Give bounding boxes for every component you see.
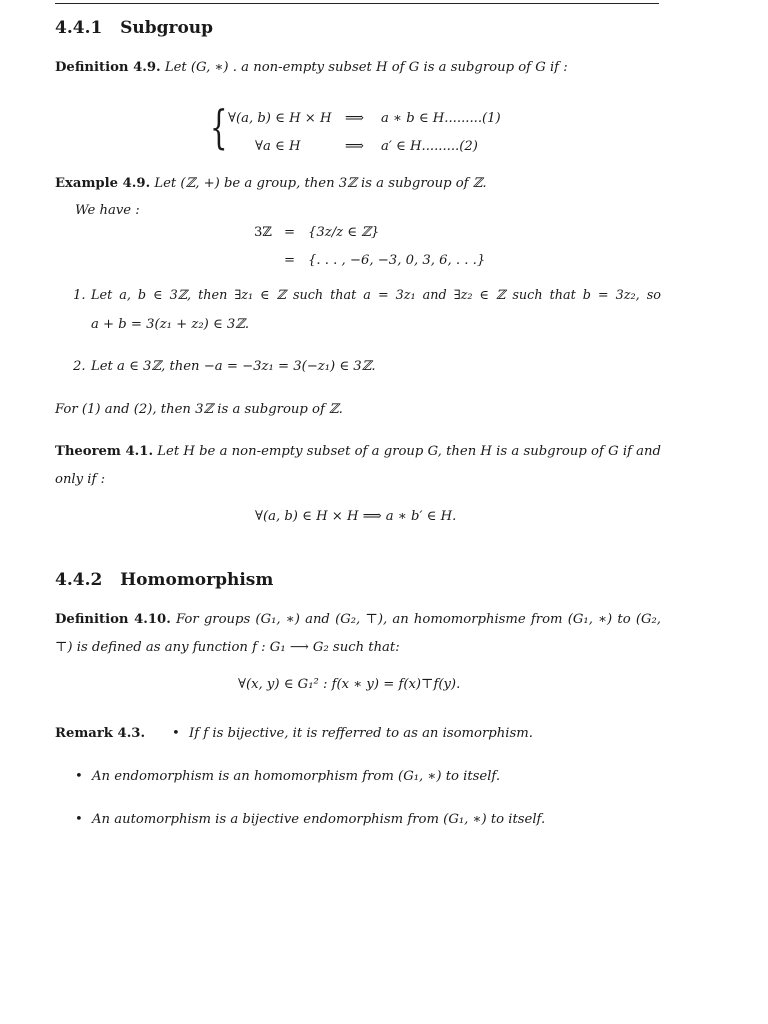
definition-4-9	[55, 54, 665, 82]
homomorphism-formula: ∀(x, y) ∈ G₁² : f(x ∗ y) = f(x)⊤f(y).	[238, 677, 461, 692]
example-4-9	[55, 170, 665, 198]
definition-4-10	[55, 606, 661, 662]
list-item-2-text: Let a ∈ 3ℤ, then −a = −3z₁ = 3(−z₁) ∈ 3ℤ.	[91, 359, 376, 374]
eq1-sign: =	[284, 225, 296, 240]
section-number: 4.4.1	[55, 18, 103, 38]
example-text: Let (ℤ, +) be a group, then 3ℤ is a subgroup of ℤ.	[154, 176, 487, 191]
remark-item-2: An endomorphism is an homomorphism from (G₁, ∗) to itself.	[92, 769, 501, 784]
list-item-2-number: 2.	[73, 359, 86, 374]
section-number: 4.4.2	[55, 570, 103, 590]
example-label: Example 4.9.	[55, 176, 151, 191]
top-rule	[55, 3, 659, 4]
case1-right: a ∗ b ∈ H.........(1)	[381, 111, 501, 126]
theorem-4-1	[55, 438, 661, 494]
example-conclusion: For (1) and (2), then 3ℤ is a subgroup of ℤ.	[55, 402, 343, 417]
theorem-label: Theorem 4.1.	[55, 444, 154, 459]
case1-left: ∀(a, b) ∈ H × H	[228, 111, 332, 126]
bullet: •	[75, 769, 83, 784]
remark-item-1: If f is bijective, it is refferred to as an isomorphism.	[189, 726, 533, 741]
definition-label: Definition 4.9.	[55, 60, 161, 75]
theorem-formula: ∀(a, b) ∈ H × H ⟹ a ∗ b′ ∈ H.	[255, 509, 457, 524]
bullet: •	[172, 726, 180, 741]
case2-right: a′ ∈ H.........(2)	[381, 139, 478, 154]
eq1-left: 3ℤ	[254, 225, 273, 240]
remark-item-3: An automorphism is a bijective endomorphism from (G₁, ∗) to itself.	[92, 812, 546, 827]
list-item-1-line1: Let a, b ∈ 3ℤ, then ∃z₁ ∈ ℤ such that a = 3z₁ and ∃z₂ ∈ ℤ such that b = 3z₂, so	[91, 288, 661, 303]
definition-text: For groups (G₁, ∗) and (G₂, ⊤), an homomorphisme from (G₁, ∗) to (G₂, ⊤) is defined as any function f : G₁ ⟶ G₂ such that:	[55, 612, 661, 655]
eq2-right: {. . . , −6, −3, 0, 3, 6, . . .}	[308, 253, 486, 268]
case2-arrow: ⟹	[345, 139, 364, 154]
eq1-right: {3z/z ∈ ℤ}	[308, 225, 380, 240]
definition-label: Definition 4.10.	[55, 612, 171, 627]
section-heading-homomorphism	[55, 570, 273, 590]
remark-label: Remark 4.3.	[55, 726, 146, 741]
list-item-1-line2: a + b = 3(z₁ + z₂) ∈ 3ℤ.	[91, 317, 250, 332]
left-brace: {	[210, 100, 228, 154]
list-item-1-number: 1.	[73, 288, 86, 303]
definition-text: Let (G, ∗) . a non-empty subset H of G is a subgroup of G if :	[164, 60, 568, 75]
section-title: Subgroup	[120, 18, 214, 38]
case1-arrow: ⟹	[345, 111, 364, 126]
we-have: We have :	[75, 203, 140, 218]
bullet: •	[75, 812, 83, 827]
section-title: Homomorphism	[120, 570, 274, 590]
eq2-sign: =	[284, 253, 296, 268]
section-heading-subgroup	[55, 18, 213, 38]
theorem-text: Let H be a non-empty subset of a group G, then H is a subgroup of G if and only if :	[55, 444, 661, 487]
case2-left: ∀a ∈ H	[255, 139, 301, 154]
